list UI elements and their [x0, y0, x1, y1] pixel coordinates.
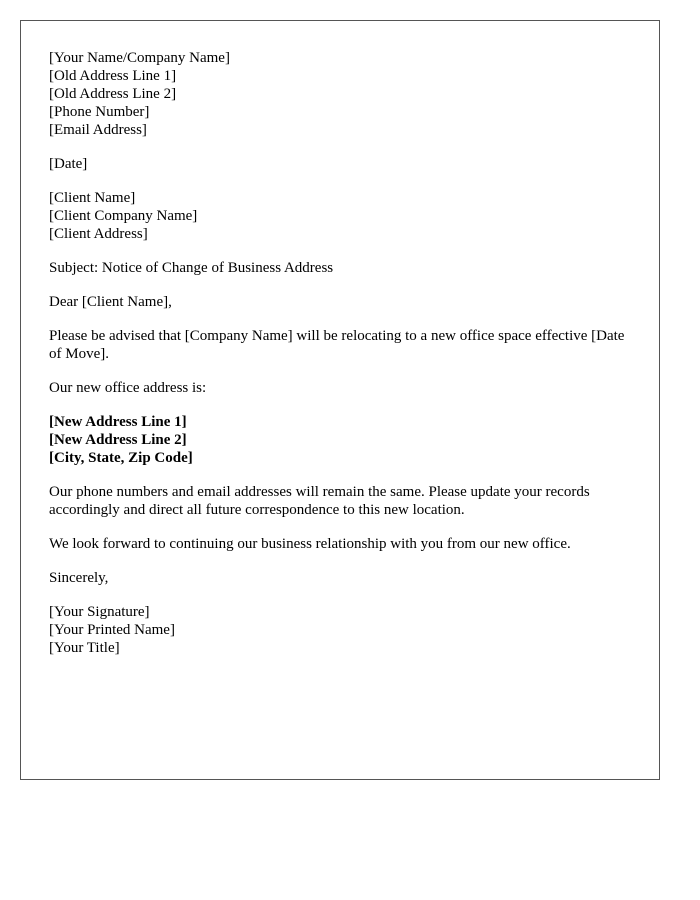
- new-address-block: [49, 413, 639, 467]
- printed-name: [Your Printed Name]: [49, 622, 175, 638]
- sender-phone: [Phone Number]: [49, 104, 150, 120]
- body-paragraph-1: Please be advised that [Company Name] will be relocating to a new office space effective [Date of Move].: [49, 328, 625, 362]
- closing: Sincerely,: [49, 570, 109, 586]
- sender-name: [Your Name/Company Name]: [49, 50, 230, 66]
- sender-old-address-line-2: [Old Address Line 2]: [49, 86, 177, 102]
- letter-content: [49, 49, 639, 673]
- recipient-name: [Client Name]: [49, 190, 136, 206]
- sender-email: [Email Address]: [49, 122, 147, 138]
- new-address-line-1: [New Address Line 1]: [49, 414, 187, 430]
- body-paragraph-2: Our new office address is:: [49, 380, 207, 396]
- signature-block: [49, 603, 639, 657]
- recipient-address: [Client Address]: [49, 226, 148, 242]
- sender-old-address-line-1: [Old Address Line 1]: [49, 68, 177, 84]
- letter-date: [Date]: [49, 156, 88, 172]
- salutation: Dear [Client Name],: [49, 294, 172, 310]
- recipient-company: [Client Company Name]: [49, 208, 198, 224]
- body-paragraph-4: We look forward to continuing our business relationship with you from our new office.: [49, 536, 571, 552]
- new-address-city-state-zip: [City, State, Zip Code]: [49, 450, 193, 466]
- subject-line: Subject: Notice of Change of Business Address: [49, 260, 334, 276]
- signature: [Your Signature]: [49, 604, 150, 620]
- letter-page: [20, 20, 660, 780]
- signer-title: [Your Title]: [49, 640, 120, 656]
- body-paragraph-3: Our phone numbers and email addresses will remain the same. Please update your records accordingly and direct all future correspondence to this new location.: [49, 484, 590, 518]
- sender-block: [49, 49, 639, 139]
- recipient-block: [49, 189, 639, 243]
- new-address-line-2: [New Address Line 2]: [49, 432, 187, 448]
- date-block: [49, 155, 639, 173]
